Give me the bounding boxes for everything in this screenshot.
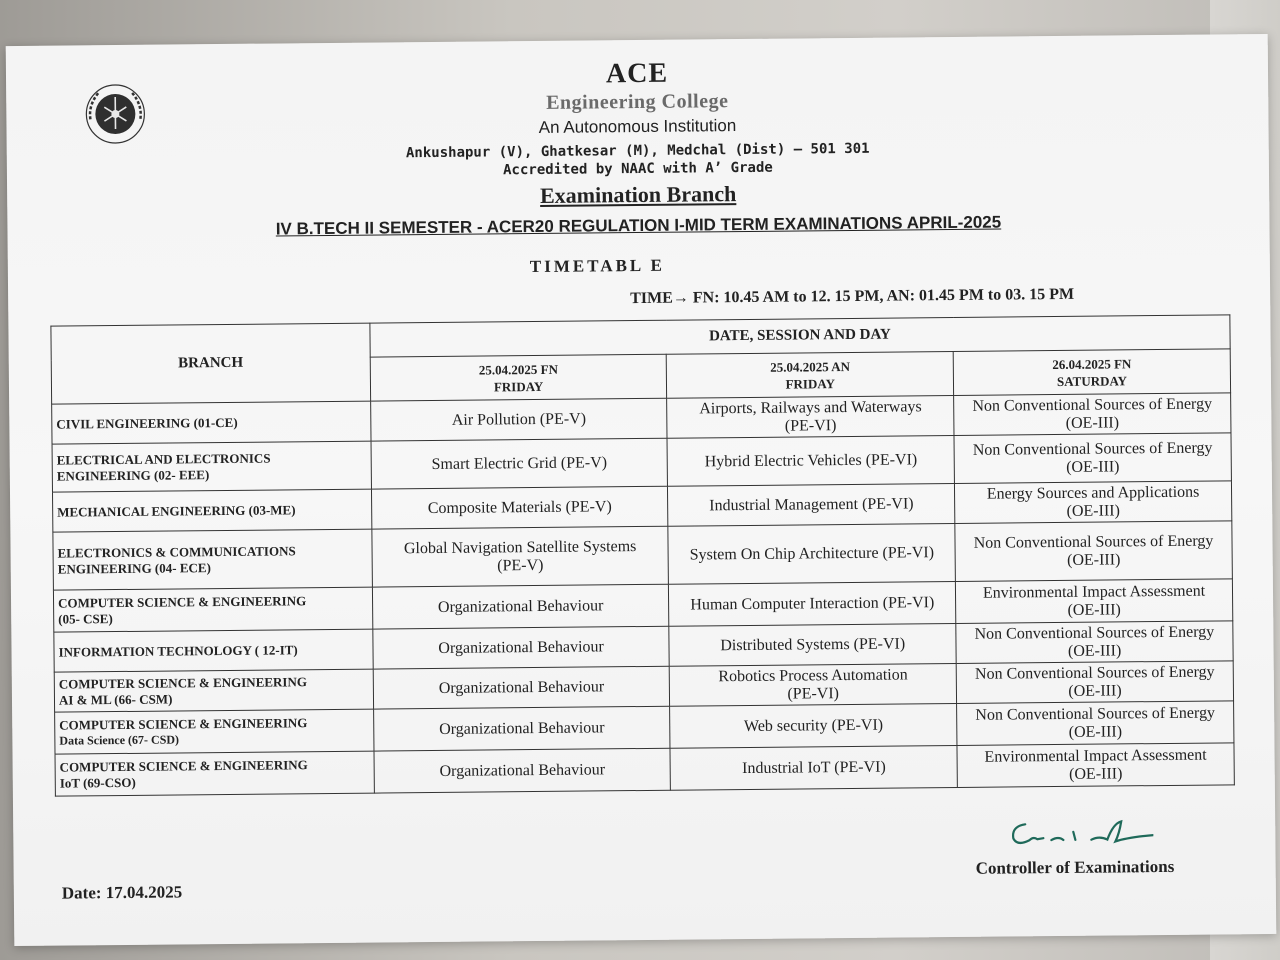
session-1-cell: Global Navigation Satellite Systems (PE-V)	[372, 526, 669, 587]
exam-timings: TIME→ FN: 10.45 AM to 12. 15 PM, AN: 01.45 PM to 03. 15 PM	[630, 285, 1075, 308]
notice-date: Date: 17.04.2025	[61, 882, 183, 903]
session-3-cell: Non Conventional Sources of Energy (OE-III)	[954, 433, 1231, 484]
session-2-cell: Human Computer Interaction (PE-VI)	[669, 581, 956, 626]
session-1-cell: Organizational Behaviour	[372, 584, 669, 629]
session-3-cell: Environmental Impact Assessment (OE-III)	[955, 579, 1232, 624]
session-1-cell: Organizational Behaviour	[374, 748, 671, 793]
session-2-cell: Robotics Process Automation (PE-VI)	[670, 663, 957, 706]
session-2-cell: Hybrid Electric Vehicles (PE-VI)	[667, 435, 954, 486]
session-2-cell: Airports, Railways and Waterways (PE-VI)	[667, 395, 954, 438]
college-name: Engineering College	[546, 90, 729, 114]
session-1-cell: Air Pollution (PE-V)	[370, 398, 667, 441]
college-short-name: ACE	[605, 57, 669, 90]
session-3-cell: Non Conventional Sources of Energy (OE-III)	[956, 661, 1233, 704]
session-1-cell: Organizational Behaviour	[373, 666, 670, 709]
session-2-cell: Industrial Management (PE-VI)	[668, 483, 955, 526]
session-1-cell: Organizational Behaviour	[373, 706, 670, 751]
branch-cell: MECHANICAL ENGINEERING (03-ME)	[52, 489, 371, 532]
session-3-cell: Environmental Impact Assessment (OE-III)	[957, 743, 1234, 788]
branch-cell: ELECTRICAL AND ELECTRONICS ENGINEERING (02- EEE)	[52, 441, 371, 492]
session-3-cell: Non Conventional Sources of Energy (OE-III)	[954, 393, 1231, 436]
branch-cell: ELECTRONICS & COMMUNICATIONS ENGINEERING (04- ECE)	[53, 529, 372, 590]
session-3-cell: Non Conventional Sources of Energy (OE-III)	[957, 701, 1234, 746]
exam-timetable	[50, 314, 1234, 796]
accreditation: Accredited by NAAC with A’ Grade	[502, 159, 773, 179]
session-3-cell: Energy Sources and Applications (OE-III)	[955, 481, 1232, 524]
session-2-cell: System On Chip Architecture (PE-VI)	[668, 523, 955, 584]
branch-cell: COMPUTER SCIENCE & ENGINEERING IoT (69-CSO)	[55, 751, 374, 796]
branch-cell: COMPUTER SCIENCE & ENGINEERING Data Science (67- CSD)	[55, 709, 374, 754]
session-header: 25.04.2025 FN FRIDAY	[370, 354, 667, 401]
timetable-label: TIMETABL E	[529, 255, 665, 277]
branch-column-header: BRANCH	[51, 323, 370, 404]
branch-cell: COMPUTER SCIENCE & ENGINEERING (05- CSE)	[53, 587, 372, 632]
session-3-cell: Non Conventional Sources of Energy (OE-III)	[955, 521, 1232, 582]
session-2-cell: Industrial IoT (PE-VI)	[670, 745, 957, 790]
branch-office-title: Examination Branch	[539, 181, 737, 208]
session-3-cell: Non Conventional Sources of Energy (OE-III)	[956, 621, 1233, 664]
session-1-cell: Smart Electric Grid (PE-V)	[371, 438, 668, 489]
branch-cell: CIVIL ENGINEERING (01-CE)	[52, 401, 371, 444]
session-header: 25.04.2025 AN FRIDAY	[667, 351, 954, 398]
branch-cell: COMPUTER SCIENCE & ENGINEERING AI & ML (66- CSM)	[54, 669, 373, 712]
session-2-cell: Web security (PE-VI)	[670, 703, 957, 748]
session-2-cell: Distributed Systems (PE-VI)	[669, 623, 956, 666]
session-1-cell: Organizational Behaviour	[373, 626, 670, 669]
session-1-cell: Composite Materials (PE-V)	[371, 486, 668, 529]
session-header: 26.04.2025 FN SATURDAY	[953, 349, 1230, 396]
exam-notice-paper	[6, 34, 1277, 946]
college-status: An Autonomous Institution	[538, 116, 737, 137]
signatory-title: Controller of Examinations	[975, 856, 1175, 878]
signature	[1003, 813, 1153, 854]
exam-title: IV B.TECH II SEMESTER - ACER20 REGULATION I-MID TERM EXAMINATIONS APRIL-2025	[275, 212, 1002, 239]
branch-cell: INFORMATION TECHNOLOGY ( 12-IT)	[54, 629, 373, 672]
date-session-group-header: DATE, SESSION AND DAY	[370, 315, 1231, 357]
college-address: Ankushapur (V), Ghatkesar (M), Medchal (Dist) – 501 301	[405, 140, 870, 162]
